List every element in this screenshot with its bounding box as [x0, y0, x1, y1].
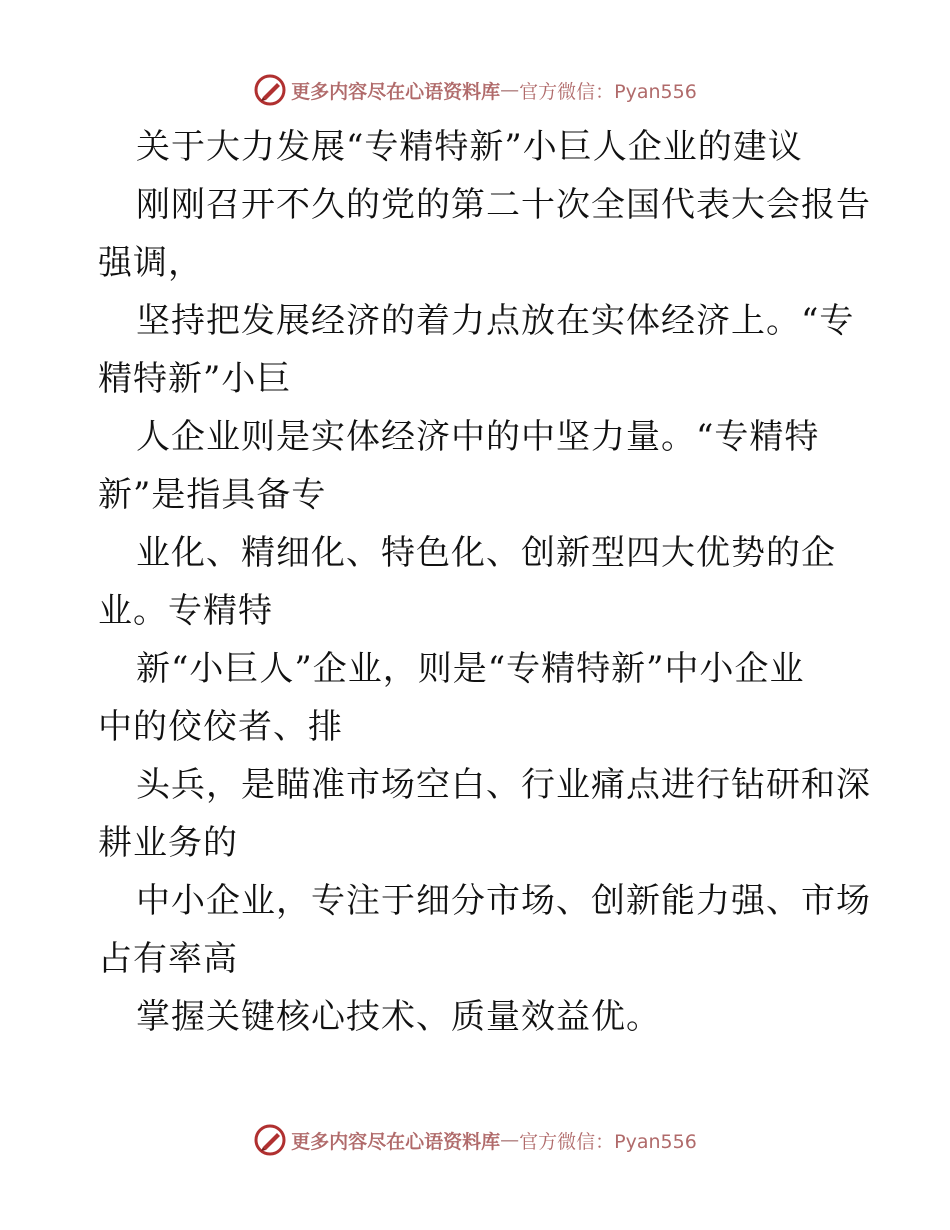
text-line: 刚刚召开不久的党的第二十次全国代表大会报告 — [136, 185, 871, 225]
text-line: 中的佼佼者、排 — [98, 707, 343, 747]
footer-banner — [0, 1120, 950, 1160]
pen-logo-icon — [253, 73, 287, 107]
banner-wechat: 官方微信：Pyan556 — [519, 1130, 697, 1153]
text-line: 耕业务的 — [98, 823, 238, 863]
text-line: 业。专精特 — [98, 591, 273, 631]
banner-separator: — — [500, 1129, 520, 1151]
text-line: 掌握关键核心技术、质量效益优。 — [136, 997, 661, 1037]
document-body — [98, 118, 871, 1046]
banner-wechat: 官方微信：Pyan556 — [519, 80, 697, 103]
document-title: 关于大力发展“专精特新”小巨人企业的建议 — [136, 127, 803, 167]
banner-separator: — — [500, 79, 520, 101]
text-line: 头兵，是瞄准市场空白、行业痛点进行钻研和深 — [136, 765, 871, 805]
text-line: 新“小巨人”企业，则是“专精特新”中小企业 — [136, 649, 805, 689]
text-line: 坚持把发展经济的着力点放在实体经济上。“专 — [136, 301, 855, 341]
text-line: 占有率高 — [98, 939, 238, 979]
text-line: 中小企业，专注于细分市场、创新能力强、市场 — [136, 881, 871, 921]
text-line: 强调， — [98, 243, 203, 283]
header-banner — [0, 70, 950, 110]
text-line: 人企业则是实体经济中的中坚力量。“专精特 — [136, 417, 820, 457]
text-line: 新”是指具备专 — [98, 475, 327, 515]
banner-text: 更多内容尽在心语资料库 — [291, 80, 501, 103]
banner-text: 更多内容尽在心语资料库 — [291, 1130, 501, 1153]
text-line: 精特新”小巨 — [98, 359, 292, 399]
pen-logo-icon — [253, 1123, 287, 1157]
text-line: 业化、精细化、特色化、创新型四大优势的企 — [136, 533, 836, 573]
